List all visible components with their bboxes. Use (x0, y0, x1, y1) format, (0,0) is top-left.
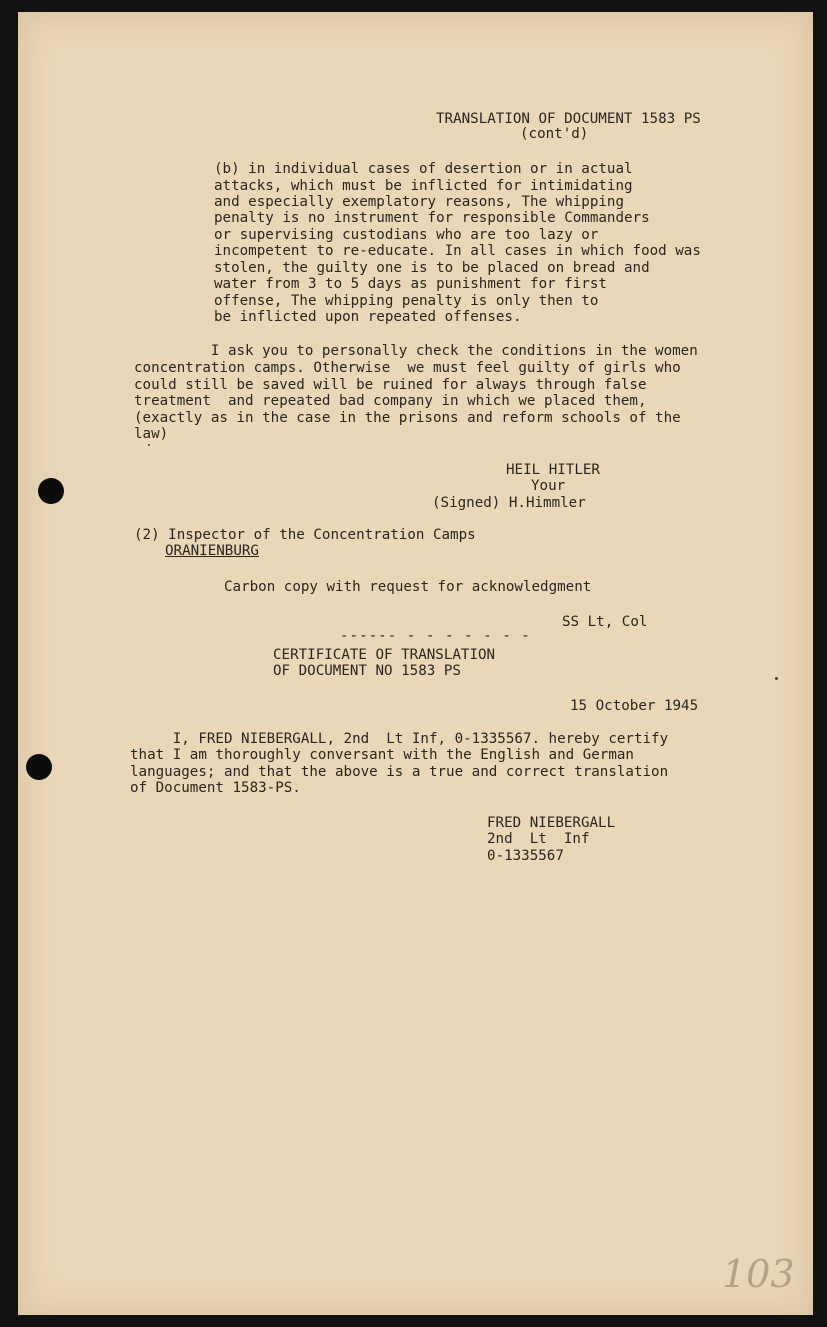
translator-rank: 2nd Lt Inf (487, 831, 590, 847)
text-line: of Document 1583-PS. (130, 780, 301, 796)
text-line: (b) in individual cases of desertion or in actual (214, 161, 633, 177)
text-line: penalty is no instrument for responsible Commanders (214, 210, 650, 226)
translation-heading-contd: (cont'd) (520, 126, 589, 142)
text-line: could still be saved will be ruined for always through false (134, 377, 647, 393)
ss-rank: SS Lt, Col (562, 614, 648, 630)
text-line: (exactly as in the case in the prisons and reform schools of the (134, 410, 681, 426)
text-line: treatment and repeated bad company in which we placed them, (134, 393, 647, 409)
text-line: I, FRED NIEBERGALL, 2nd Lt Inf, 0-1335567. hereby certify (130, 731, 669, 747)
certificate-subtitle: OF DOCUMENT NO 1583 PS (273, 663, 461, 679)
text-line: languages; and that the above is a true and correct translation (130, 764, 669, 780)
recipient-place: ORANIENBURG (165, 543, 259, 559)
text-line: that I am thoroughly conversant with the English and German (130, 747, 634, 763)
punch-hole-bottom (26, 754, 52, 780)
text-line: attacks, which must be inflicted for intimidating (214, 178, 633, 194)
punch-hole-top (38, 478, 64, 504)
ink-speck (148, 444, 150, 446)
certificate-title: CERTIFICATE OF TRANSLATION (273, 647, 496, 663)
page-number: 103 (722, 1252, 795, 1296)
text-line: incompetent to re-educate. In all cases in which food was (214, 243, 701, 259)
carbon-copy-note: Carbon copy with request for acknowledgment (224, 579, 592, 595)
closing-your: Your (531, 478, 566, 494)
text-line: offense, The whipping penalty is only then to (214, 293, 599, 309)
text-line: and especially exemplatory reasons, The whipping (214, 194, 624, 210)
text-line: stolen, the guilty one is to be placed on bread and (214, 260, 650, 276)
translator-serial: 0-1335567 (487, 848, 564, 864)
text-line: I ask you to personally check the conditions in the women (134, 343, 698, 359)
closing-salutation: HEIL HITLER (506, 462, 600, 478)
certificate-date: 15 October 1945 (570, 698, 699, 714)
text-line: be inflicted upon repeated offenses. (214, 309, 522, 325)
signed-line: (Signed) H.Himmler (432, 495, 586, 511)
ink-speck (775, 677, 778, 680)
translation-heading: TRANSLATION OF DOCUMENT 1583 PS (436, 111, 701, 127)
translator-name: FRED NIEBERGALL (487, 815, 616, 831)
separator-dashes: ------ - - - - - - - (340, 628, 531, 644)
text-line: law) (134, 426, 169, 442)
text-line: or supervising custodians who are too lazy or (214, 227, 599, 243)
text-line: concentration camps. Otherwise we must feel guilty of girls who (134, 360, 681, 376)
text-line: water from 3 to 5 days as punishment for first (214, 276, 607, 292)
recipient-line: (2) Inspector of the Concentration Camps (134, 527, 476, 543)
